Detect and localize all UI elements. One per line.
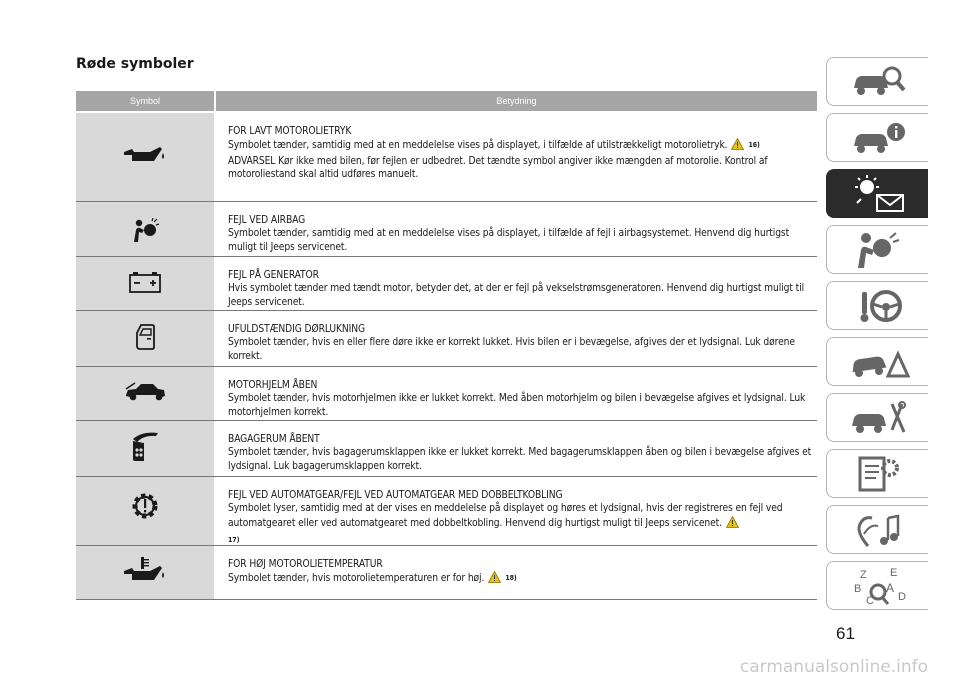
row-title: UFULDSTÆNDIG DØRLUKNING xyxy=(228,324,365,335)
document-gear-icon xyxy=(846,454,910,494)
oil-temperature-icon xyxy=(122,556,168,584)
page-title: Røde symboler xyxy=(76,56,194,72)
location-music-icon xyxy=(846,510,910,550)
tab-index[interactable] xyxy=(826,561,928,610)
alphabet-index-icon xyxy=(846,564,910,608)
tab-car-info[interactable] xyxy=(826,113,928,162)
tab-multimedia[interactable] xyxy=(826,505,928,554)
row-title: FEJL PÅ GENERATOR xyxy=(228,270,319,281)
warning-light-message-icon xyxy=(843,173,913,215)
table-row xyxy=(76,477,817,546)
tab-driving[interactable] xyxy=(826,281,928,330)
meaning-cell xyxy=(228,367,817,420)
table-row xyxy=(76,367,817,421)
car-info-search-icon xyxy=(846,64,910,100)
symbol-cell xyxy=(76,113,214,201)
tab-safety[interactable] xyxy=(826,225,928,274)
svg-text:C: C xyxy=(865,594,874,607)
row-title: FOR HØJ MOTOROLIETEMPERATUR xyxy=(228,559,383,570)
row-text: Symbolet tænder, samtidig med at en meddelelse vises på displayet, i tilfælde af utilstrækkeligt motorolietryk. xyxy=(228,140,728,152)
symbols-table xyxy=(76,91,817,600)
page-number: 61 xyxy=(836,624,855,643)
oil-pressure-icon xyxy=(122,143,168,165)
table-header xyxy=(76,91,817,113)
svg-text:D: D xyxy=(897,590,906,603)
svg-text:A: A xyxy=(885,580,894,595)
row-text: Symbolet lyser, samtidig med at der vises en meddelelse på displayet og høres et lydsignal, hvis der registreres en fejl ved automatgearet eller ved automatgearet med dobbeltkobling. Henvend dig hurtigst muligt til Jeeps servicenet. xyxy=(228,503,783,529)
tailgate-open-icon xyxy=(130,429,160,463)
car-service-icon xyxy=(846,398,910,438)
hood-open-icon xyxy=(123,381,167,403)
warning-triangle-icon xyxy=(726,516,739,532)
row-text: Symbolet tænder, samtidig med at en meddelelse vises på displayet, i tilfælde af fejl i airbagsystemet. Henvend dig hurtigst muligt til Jeeps servicenet. xyxy=(228,228,790,253)
symbol-cell xyxy=(76,311,214,366)
table-row xyxy=(76,546,817,600)
meaning-cell xyxy=(228,421,817,476)
table-row xyxy=(76,202,817,257)
table-row xyxy=(76,311,817,367)
meaning-cell xyxy=(228,257,817,310)
table-row xyxy=(76,113,817,202)
header-symbol: Symbol xyxy=(129,96,160,106)
door-open-icon xyxy=(135,323,155,351)
warning-triangle-icon xyxy=(488,571,501,587)
footnote-ref: 18) xyxy=(505,574,517,583)
meaning-cell xyxy=(228,546,817,599)
row-text: Symbolet tænder, hvis en eller flere døre ikke er korrekt lukket. Hvis bilen er i bevægelse, afgives der et lydsignal. Luk dørene korrekt. xyxy=(228,337,795,362)
car-info-icon xyxy=(846,120,910,156)
symbol-cell xyxy=(76,477,214,545)
symbol-cell xyxy=(76,367,214,420)
meaning-cell xyxy=(228,202,817,256)
svg-text:E: E xyxy=(889,566,897,579)
tab-technical-data[interactable] xyxy=(826,449,928,498)
row-text: Symbolet tænder, hvis motorhjelmen ikke er lukket korrekt. Med åben motorhjelm og bilen i bevægelse afgives et lydsignal. Luk motorhjelmen korrekt. xyxy=(228,393,806,418)
tab-emergency[interactable] xyxy=(826,337,928,386)
symbol-cell xyxy=(76,257,214,310)
row-title: MOTORHJELM ÅBEN xyxy=(228,380,318,391)
symbol-cell xyxy=(76,546,214,599)
svg-text:B: B xyxy=(853,582,861,595)
row-text: Hvis symbolet tænder med tændt motor, betyder det, at der er fejl på vekselstrømsgeneratoren. Henvend dig hurtigst muligt til Jeeps servicenet. xyxy=(228,283,805,308)
chapter-tabs xyxy=(826,57,928,617)
footnote-ref: 17) xyxy=(228,535,240,544)
meaning-cell xyxy=(228,311,817,366)
symbol-cell xyxy=(76,421,214,476)
warning-triangle-icon xyxy=(731,138,744,154)
battery-icon xyxy=(129,271,161,293)
row-title: FEJL VED AUTOMATGEAR/FEJL VED AUTOMATGEAR MED DOBBELTKOBLING xyxy=(228,490,563,501)
tab-car-info-search[interactable] xyxy=(826,57,928,106)
symbol-cell xyxy=(76,202,214,256)
meaning-cell xyxy=(228,477,817,545)
row-title: BAGAGERUM ÅBENT xyxy=(228,434,320,445)
table-row xyxy=(76,257,817,311)
row-text: Symbolet tænder, hvis motorolietemperaturen er for høj. xyxy=(228,573,485,585)
row-title: FOR LAVT MOTOROLIETRYK xyxy=(228,126,352,137)
meaning-cell xyxy=(228,113,817,201)
row-text: Symbolet tænder, hvis bagagerumsklappen ikke er lukket korrekt. Med bagagerumsklappen åben og bilen i bevægelse afgives et lydsignal. Luk bagagerumsklappen korrekt. xyxy=(228,447,812,472)
tab-warning-lights[interactable] xyxy=(826,169,928,218)
tab-service[interactable] xyxy=(826,393,928,442)
steering-wheel-icon xyxy=(846,286,910,326)
table-row xyxy=(76,421,817,477)
row-title: FEJL VED AIRBAG xyxy=(228,215,306,226)
header-meaning: Betydning xyxy=(496,96,537,106)
watermark: carmanualsonline.info xyxy=(739,657,928,677)
svg-text:Z: Z xyxy=(859,568,867,581)
row-warning-text: ADVARSEL Kør ikke med bilen, før fejlen er udbedret. Det tændte symbol angiver ikke mængden af motorolie. Kontrol af motoroliestand skal altid udføres manuelt. xyxy=(228,155,768,180)
car-emergency-icon xyxy=(846,342,910,382)
airbag-icon xyxy=(130,218,160,244)
footnote-ref: 16) xyxy=(748,141,760,150)
transmission-fault-icon xyxy=(130,491,160,521)
airbag-passenger-icon xyxy=(846,230,910,270)
